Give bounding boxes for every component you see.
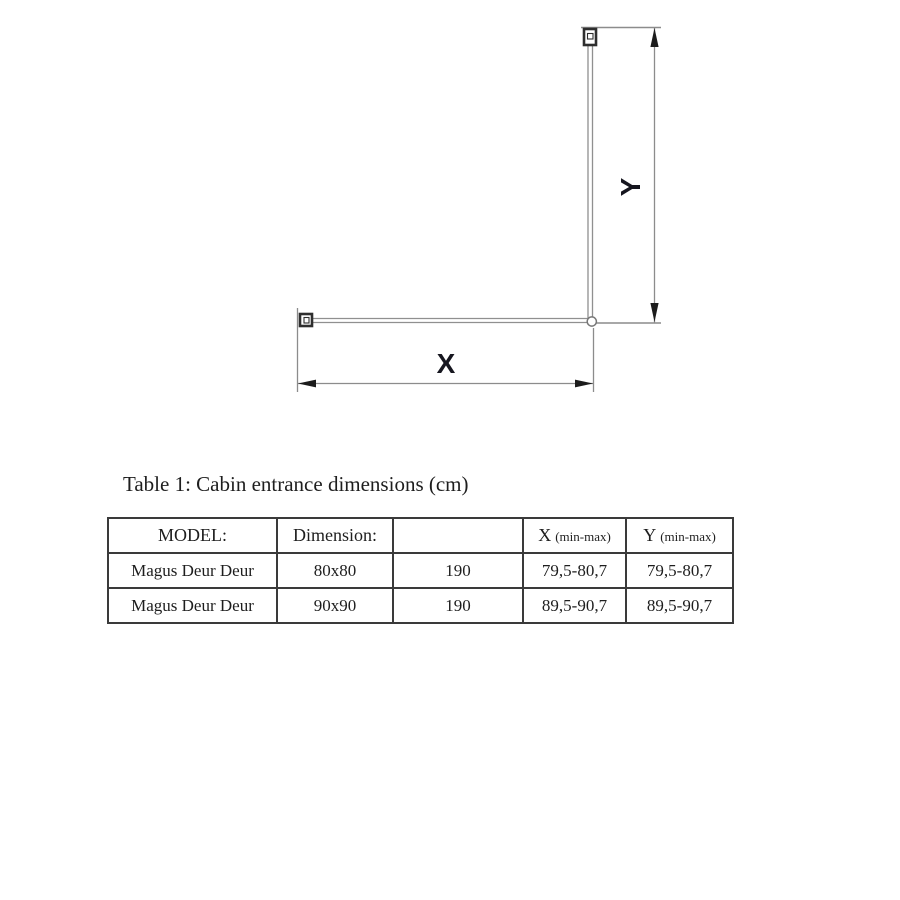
y-dimension-label: Y [615, 177, 646, 197]
cell-dimension: 80x80 [277, 553, 393, 588]
corner-connector-icon [587, 317, 596, 326]
header-row [108, 518, 733, 553]
cell-x-range: 79,5-80,7 [523, 553, 626, 588]
header-y-unit: (min-max) [660, 529, 716, 544]
y-arrow-down-icon [650, 303, 658, 322]
header-dimension: Dimension: [277, 518, 393, 553]
header-x-label: X [538, 525, 552, 545]
header-blank [393, 518, 523, 553]
table-caption: Table 1: Cabin entrance dimensions (cm) [123, 472, 469, 496]
cell-height: 190 [393, 553, 523, 588]
header-model: MODEL: [108, 518, 277, 553]
cell-dimension: 90x90 [277, 588, 393, 623]
cell-model: Magus Deur Deur [108, 553, 277, 588]
table-row [108, 588, 733, 623]
table-row [108, 553, 733, 588]
cell-y-range: 79,5-80,7 [626, 553, 733, 588]
cell-model: Magus Deur Deur [108, 588, 277, 623]
cell-x-range: 89,5-90,7 [523, 588, 626, 623]
header-y-label: Y [643, 525, 657, 545]
cell-y-range: 89,5-90,7 [626, 588, 733, 623]
header-y-range [626, 518, 733, 553]
x-arrow-right-icon [575, 380, 593, 388]
header-x-unit: (min-max) [555, 529, 611, 544]
x-arrow-left-icon [298, 380, 316, 388]
y-arrow-up-icon [650, 28, 658, 47]
cell-height: 190 [393, 588, 523, 623]
wall-bracket-left-notch [304, 318, 309, 324]
wall-bracket-top-notch [588, 34, 594, 40]
dimensions-table [107, 517, 734, 624]
x-dimension-label: X [436, 348, 456, 379]
header-x-range [523, 518, 626, 553]
